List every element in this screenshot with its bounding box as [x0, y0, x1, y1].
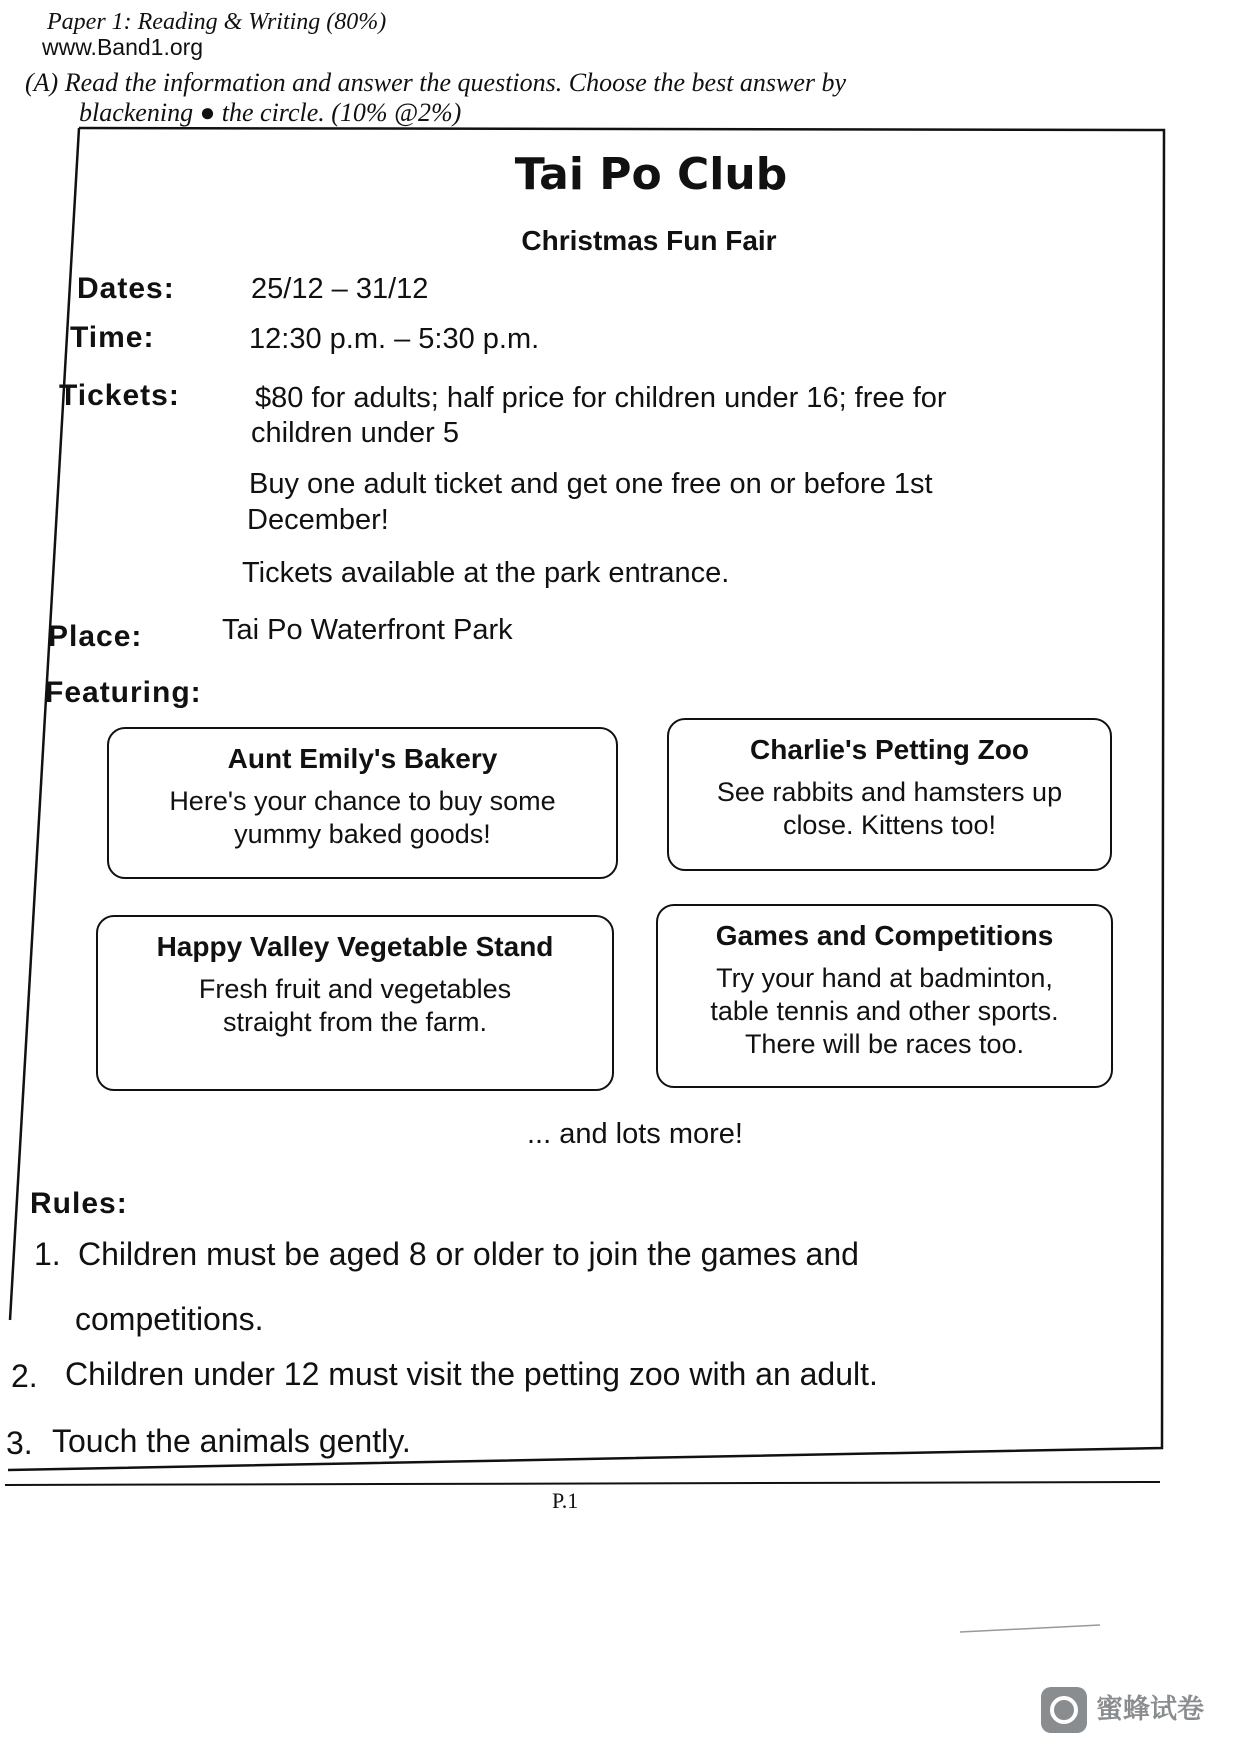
feature-desc: Try your hand at badminton, table tennis and other sports. There will be races too. — [710, 963, 1059, 1059]
feature-desc: Here's your chance to buy some yummy baked goods! — [169, 786, 556, 849]
more-text: ... and lots more! — [527, 1118, 743, 1150]
rule-text-continued: competitions. — [75, 1301, 264, 1337]
feature-title: Aunt Emily's Bakery — [227, 743, 498, 774]
rule-number: 2. — [11, 1358, 38, 1394]
time-label: Time: — [70, 321, 155, 354]
feature-card — [667, 718, 1112, 871]
place-value: Tai Po Waterfront Park — [222, 614, 513, 646]
rule-number: 1. — [34, 1236, 61, 1272]
feature-desc: Fresh fruit and vegetables straight from the farm. — [198, 974, 512, 1037]
site-url: www.Band1.org — [42, 34, 204, 60]
dates-value: 25/12 – 31/12 — [251, 273, 429, 305]
rule-text: Children under 12 must visit the petting zoo with an adult. — [65, 1356, 878, 1392]
feature-card — [656, 904, 1113, 1088]
offer-line-1: Buy one adult ticket and get one free on or before 1st — [249, 468, 933, 500]
instruction-line-1: (A) Read the information and answer the questions. Choose the best answer by — [25, 68, 847, 97]
notice-title: Tai Po Club — [514, 149, 788, 200]
feature-title: Charlie's Petting Zoo — [750, 734, 1029, 765]
notice-subtitle: Christmas Fun Fair — [521, 225, 777, 256]
tickets-label: Tickets: — [59, 379, 180, 412]
time-value: 12:30 p.m. – 5:30 p.m. — [249, 323, 540, 355]
feature-card — [96, 915, 614, 1091]
feature-title: Games and Competitions — [715, 920, 1054, 951]
feature-title: Happy Valley Vegetable Stand — [156, 931, 554, 962]
featuring-label: Featuring: — [45, 676, 202, 709]
place-label: Place: — [48, 620, 143, 653]
ticket-availability: Tickets available at the park entrance. — [242, 557, 730, 589]
watermark-text: 蜜蜂试卷 — [1096, 1694, 1204, 1725]
tickets-line-1: $80 for adults; half price for children under 16; free for — [255, 382, 947, 414]
offer-line-2: December! — [247, 504, 389, 536]
rules-label: Rules: — [30, 1187, 128, 1220]
watermark-logo-icon — [1041, 1687, 1087, 1733]
paper-heading: Paper 1: Reading & Writing (80%) — [47, 9, 387, 35]
feature-desc: See rabbits and hamsters up close. Kittens too! — [716, 777, 1063, 840]
tickets-line-2: children under 5 — [251, 417, 459, 449]
instruction-line-2: blackening ● the circle. (10% @2%) — [79, 98, 462, 127]
feature-card — [107, 727, 618, 879]
dates-label: Dates: — [77, 272, 175, 305]
rule-number: 3. — [6, 1425, 33, 1461]
page-number: P.1 — [552, 1488, 579, 1513]
rule-text: Touch the animals gently. — [52, 1423, 411, 1459]
rule-text: Children must be aged 8 or older to join the games and — [78, 1236, 859, 1272]
